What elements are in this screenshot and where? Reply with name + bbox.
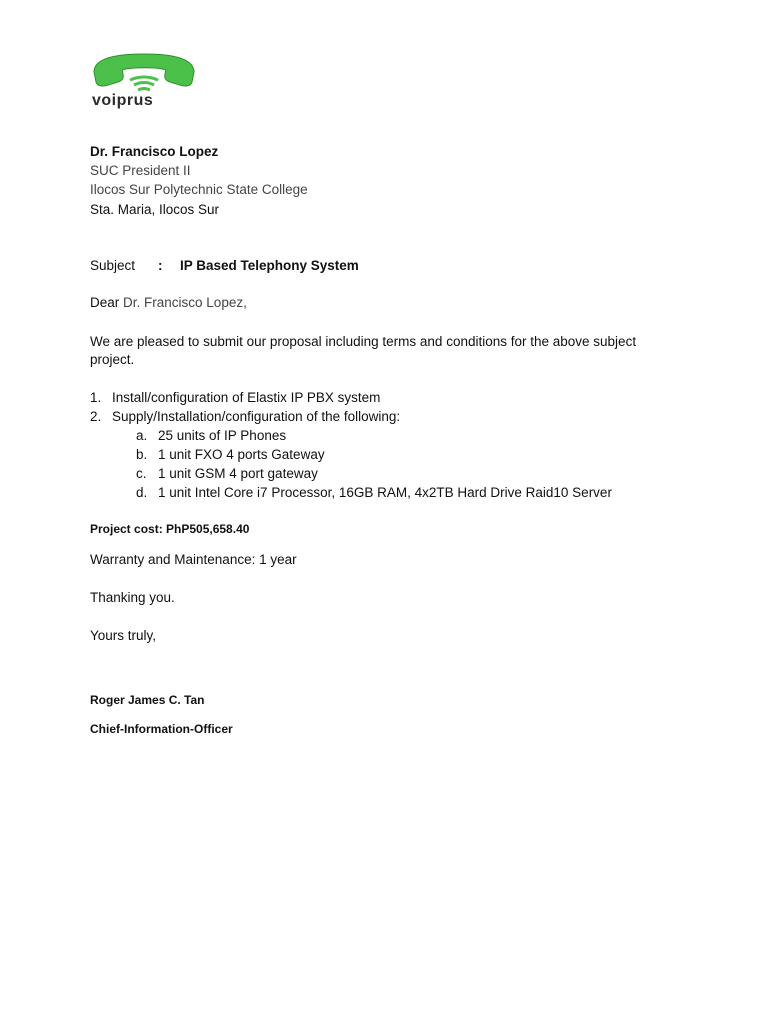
sublist-item-text: 1 unit FXO 4 ports Gateway [158, 447, 325, 462]
sublist-marker: a. [136, 428, 148, 443]
logo-wordmark: voiprus [92, 92, 154, 109]
signer-name: Roger James C. Tan [90, 693, 205, 707]
list-item [90, 388, 101, 407]
greeting-name: Dr. Francisco Lopez, [123, 295, 247, 310]
closing-text: Yours truly, [90, 628, 157, 643]
signer-title: Chief-Information-Officer [90, 722, 233, 736]
greeting [90, 293, 247, 312]
sublist-item-text: 25 units of IP Phones [158, 428, 287, 443]
sublist-marker: c. [136, 466, 147, 481]
sublist-item-text: 1 unit Intel Core i7 Processor, 16GB RAM, 4x2TB Hard Drive Raid10 Server [158, 485, 612, 500]
list-marker: 2. [90, 409, 102, 424]
recipient-name: Dr. Francisco Lopez [90, 144, 219, 159]
subject-value: IP Based Telephony System [180, 258, 359, 273]
project-cost: Project cost: PhP505,658.40 [90, 522, 250, 536]
thanks-text: Thanking you. [90, 590, 175, 605]
list-item-text: Install/configuration of Elastix IP PBX system [112, 390, 381, 405]
recipient-address: Sta. Maria, Ilocos Sur [90, 202, 220, 217]
list-item-text: Supply/Installation/configuration of the following: [112, 409, 401, 424]
list-marker: 1. [90, 390, 102, 405]
subject-separator: : [158, 258, 163, 273]
greeting-word: Dear [90, 295, 120, 310]
intro-line-2: project. [90, 352, 135, 367]
warranty-text: Warranty and Maintenance: 1 year [90, 552, 297, 567]
subject-label: Subject [90, 258, 136, 273]
recipient-institution: Ilocos Sur Polytechnic State College [90, 182, 308, 197]
recipient-title: SUC President II [90, 163, 191, 178]
intro-line-1: We are pleased to submit our proposal including terms and conditions for the above subject [90, 334, 637, 349]
list-item [90, 407, 101, 426]
sublist-marker: b. [136, 447, 148, 462]
sublist-marker: d. [136, 485, 148, 500]
sublist-item-text: 1 unit GSM 4 port gateway [158, 466, 318, 481]
